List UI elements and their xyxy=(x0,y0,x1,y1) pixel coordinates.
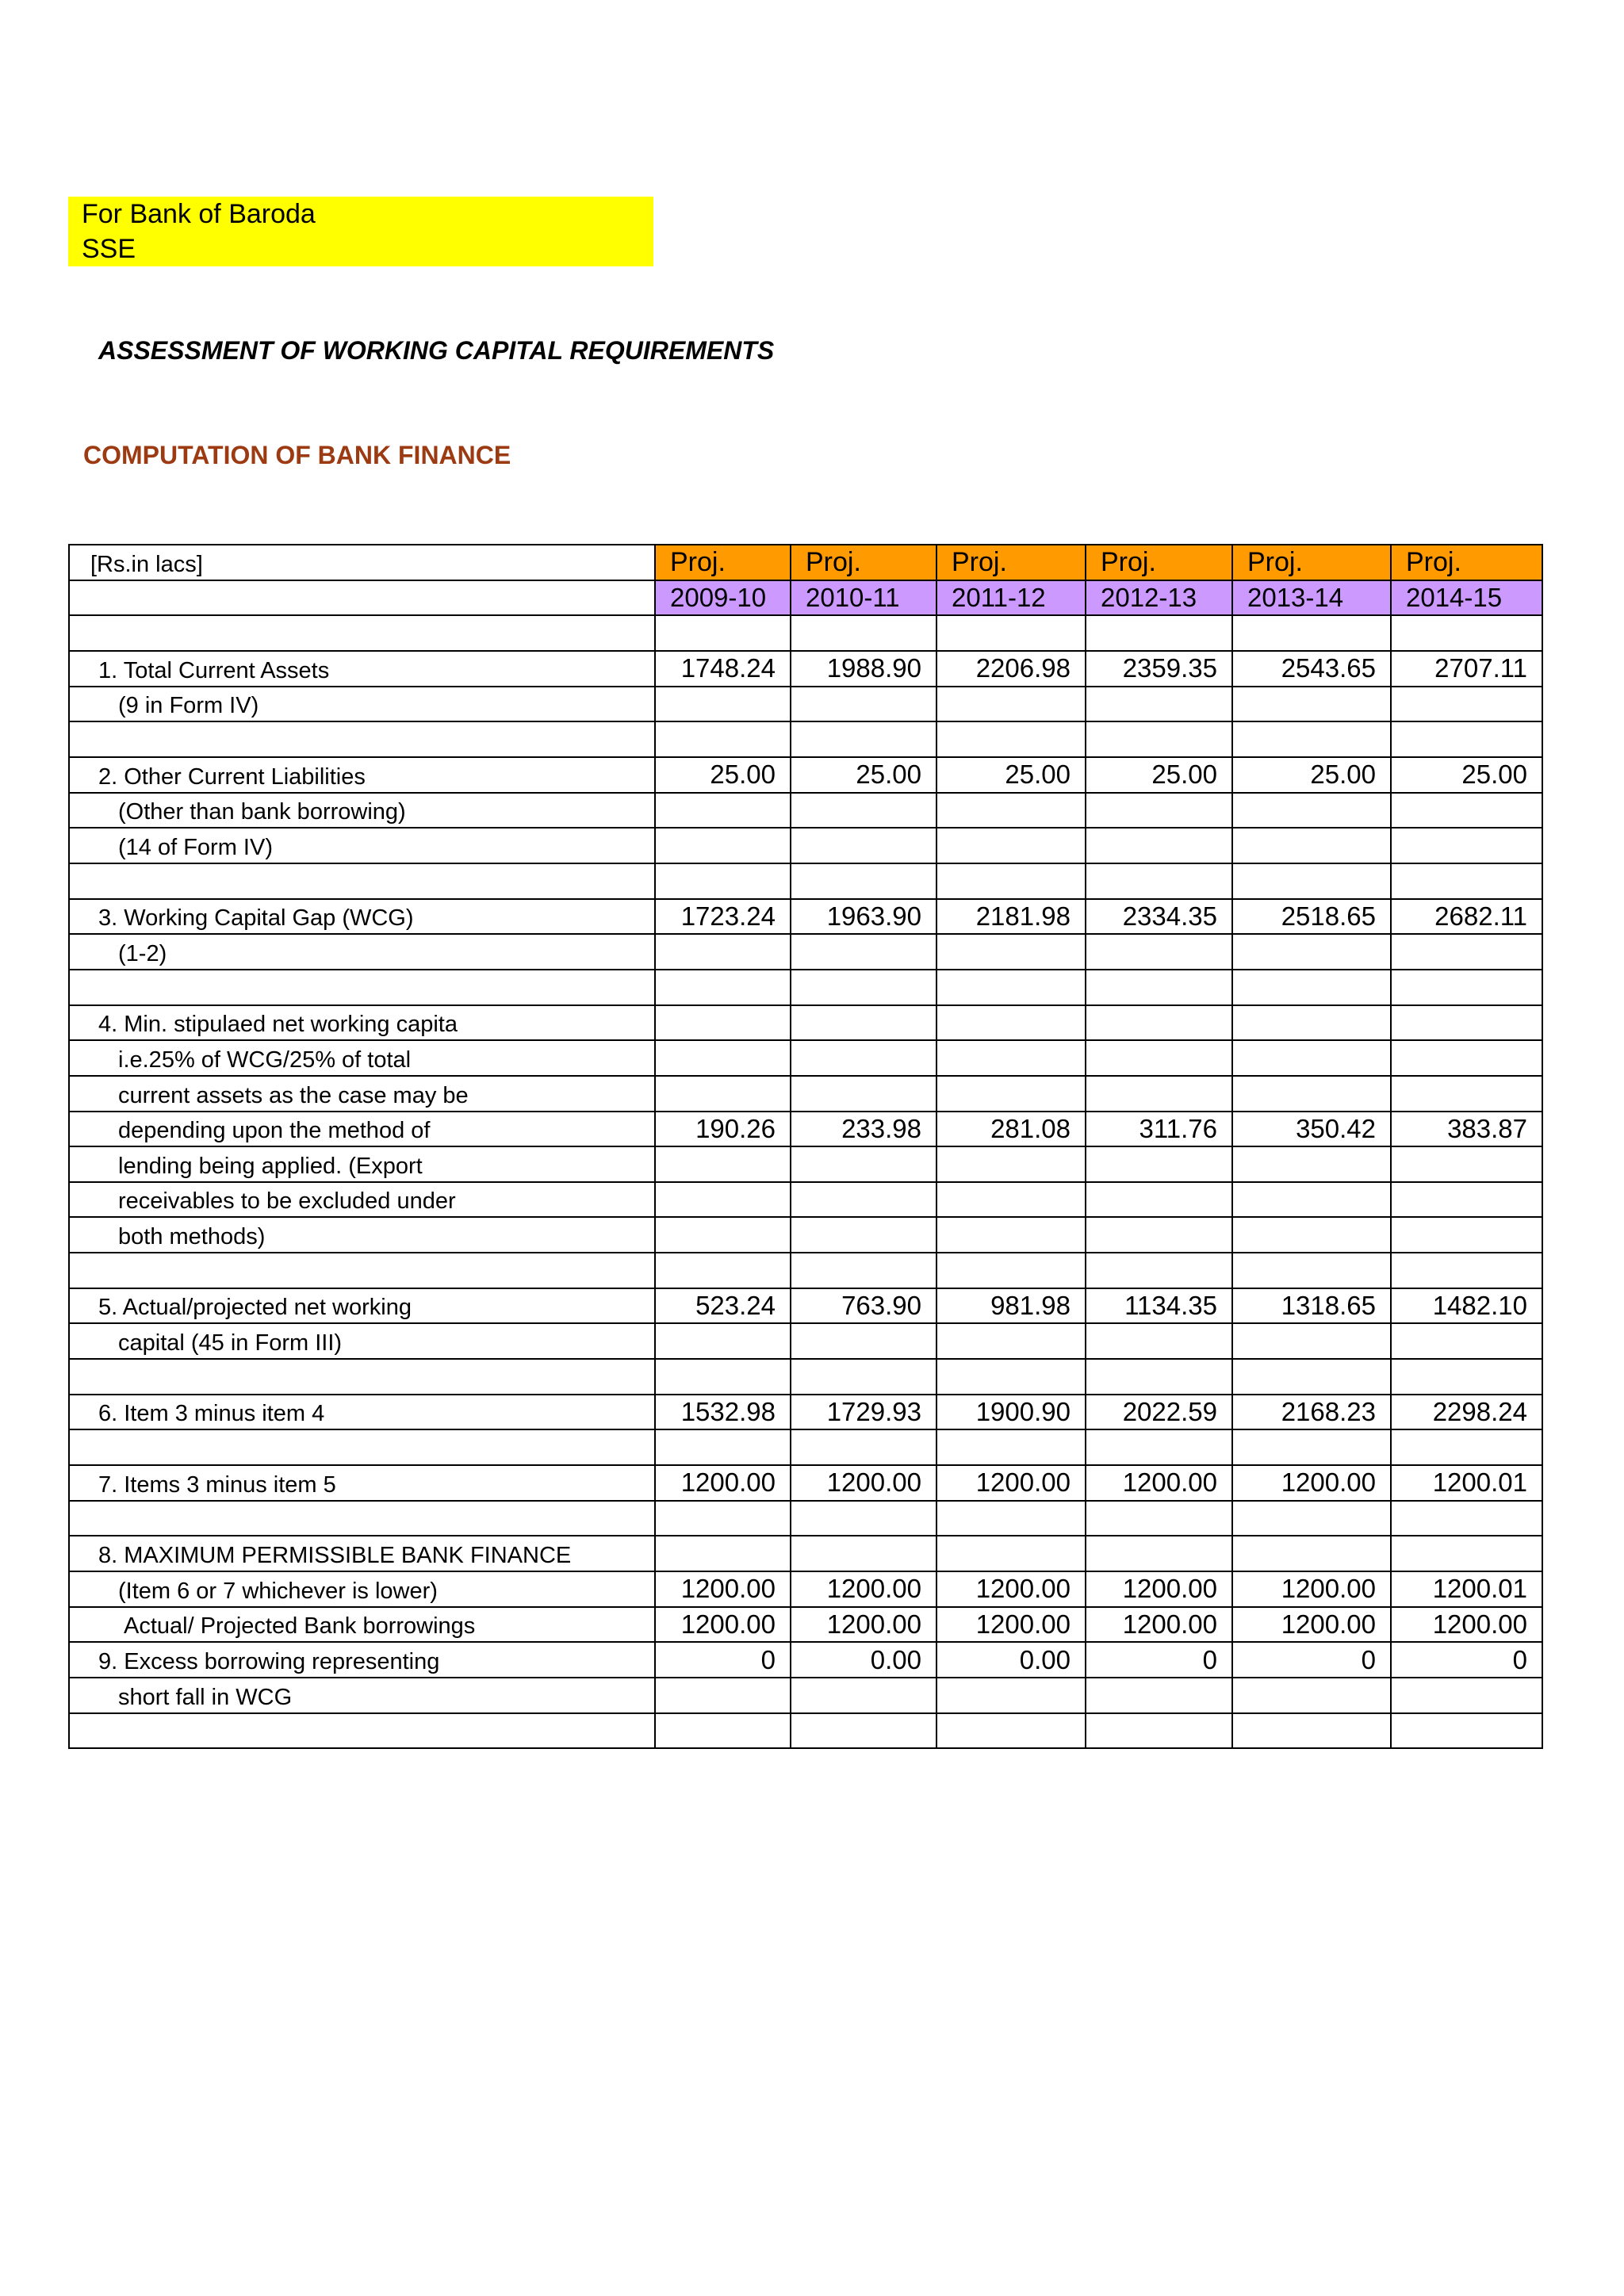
row-label: (9 in Form IV) xyxy=(69,687,655,722)
value-cell xyxy=(1232,1429,1391,1465)
row-label: (Item 6 or 7 whichever is lower) xyxy=(69,1571,655,1607)
value-cell: 1200.00 xyxy=(936,1465,1086,1501)
value-cell xyxy=(1086,1146,1232,1182)
value-cell xyxy=(936,1076,1086,1112)
value-cell: 1988.90 xyxy=(791,651,936,687)
value-cell xyxy=(655,1253,791,1288)
value-cell xyxy=(1086,615,1232,651)
value-cell xyxy=(1232,1253,1391,1288)
value-cell xyxy=(1232,1501,1391,1536)
value-cell: 25.00 xyxy=(1086,757,1232,793)
value-cell xyxy=(1086,1005,1232,1041)
value-cell xyxy=(791,1323,936,1359)
row-label: 3. Working Capital Gap (WCG) xyxy=(69,899,655,935)
value-cell xyxy=(1391,1253,1542,1288)
value-cell xyxy=(1391,1076,1542,1112)
proj-label: Proj. xyxy=(1086,545,1232,580)
value-cell: 1900.90 xyxy=(936,1395,1086,1430)
value-cell: 1200.00 xyxy=(1391,1607,1542,1643)
row-label xyxy=(69,1501,655,1536)
proj-label: Proj. xyxy=(1391,545,1542,580)
value-cell xyxy=(1391,615,1542,651)
table-row xyxy=(69,828,1542,863)
row-label xyxy=(69,1713,655,1749)
value-cell xyxy=(1391,1359,1542,1395)
row-label xyxy=(69,615,655,651)
bank-name: For Bank of Baroda xyxy=(82,199,316,229)
table-row xyxy=(69,1359,1542,1395)
row-label: Actual/ Projected Bank borrowings xyxy=(69,1607,655,1643)
value-cell xyxy=(791,1713,936,1749)
value-cell xyxy=(1086,1536,1232,1571)
row-label: (1-2) xyxy=(69,934,655,970)
value-cell xyxy=(1391,1182,1542,1218)
value-cell xyxy=(655,1678,791,1713)
value-cell: 383.87 xyxy=(1391,1112,1542,1147)
value-cell xyxy=(655,1536,791,1571)
value-cell xyxy=(936,828,1086,863)
value-cell xyxy=(1232,1536,1391,1571)
value-cell: 1200.00 xyxy=(1232,1465,1391,1501)
value-cell xyxy=(936,863,1086,899)
year-label: 2014-15 xyxy=(1391,580,1542,616)
value-cell xyxy=(936,615,1086,651)
value-cell xyxy=(1086,1429,1232,1465)
value-cell: 1482.10 xyxy=(1391,1288,1542,1324)
value-cell xyxy=(655,721,791,757)
value-cell xyxy=(1086,1182,1232,1218)
value-cell: 25.00 xyxy=(936,757,1086,793)
value-cell: 1723.24 xyxy=(655,899,791,935)
value-cell xyxy=(1086,970,1232,1005)
value-cell: 981.98 xyxy=(936,1288,1086,1324)
value-cell: 2298.24 xyxy=(1391,1395,1542,1430)
row-label xyxy=(69,1359,655,1395)
value-cell xyxy=(936,1040,1086,1076)
table-row xyxy=(69,1395,1542,1430)
value-cell: 281.08 xyxy=(936,1112,1086,1147)
value-cell xyxy=(1391,1713,1542,1749)
value-cell: 2022.59 xyxy=(1086,1395,1232,1430)
value-cell: 2518.65 xyxy=(1232,899,1391,935)
value-cell xyxy=(1391,1146,1542,1182)
value-cell xyxy=(655,1501,791,1536)
value-cell: 1318.65 xyxy=(1232,1288,1391,1324)
bank-finance-table xyxy=(68,544,1543,1749)
value-cell xyxy=(936,721,1086,757)
value-cell xyxy=(791,1040,936,1076)
value-cell xyxy=(791,1076,936,1112)
row-label xyxy=(69,721,655,757)
value-cell xyxy=(1391,1217,1542,1253)
value-cell xyxy=(1232,1076,1391,1112)
value-cell xyxy=(655,970,791,1005)
value-cell xyxy=(936,1005,1086,1041)
row-label: i.e.25% of WCG/25% of total xyxy=(69,1040,655,1076)
value-cell xyxy=(791,934,936,970)
year-label: 2009-10 xyxy=(655,580,791,616)
row-label: capital (45 in Form III) xyxy=(69,1323,655,1359)
value-cell: 1200.00 xyxy=(655,1465,791,1501)
value-cell: 1200.01 xyxy=(1391,1571,1542,1607)
value-cell xyxy=(936,1678,1086,1713)
unit-label: [Rs.in lacs] xyxy=(69,545,655,580)
value-cell: 1532.98 xyxy=(655,1395,791,1430)
row-label xyxy=(69,863,655,899)
value-cell: 1200.00 xyxy=(655,1607,791,1643)
value-cell xyxy=(1086,1076,1232,1112)
value-cell xyxy=(655,863,791,899)
proj-label: Proj. xyxy=(791,545,936,580)
value-cell: 0.00 xyxy=(936,1642,1086,1678)
value-cell xyxy=(791,1182,936,1218)
value-cell xyxy=(655,828,791,863)
row-label xyxy=(69,970,655,1005)
value-cell xyxy=(1086,1359,1232,1395)
value-cell xyxy=(791,687,936,722)
row-label xyxy=(69,1429,655,1465)
value-cell: 1200.00 xyxy=(791,1571,936,1607)
value-cell xyxy=(655,1146,791,1182)
value-cell xyxy=(1391,970,1542,1005)
value-cell: 1200.00 xyxy=(1232,1607,1391,1643)
value-cell: 190.26 xyxy=(655,1112,791,1147)
value-cell xyxy=(1086,687,1232,722)
value-cell xyxy=(1391,828,1542,863)
value-cell xyxy=(1232,615,1391,651)
value-cell xyxy=(1391,793,1542,828)
value-cell: 0 xyxy=(1232,1642,1391,1678)
table-row xyxy=(69,1182,1542,1218)
value-cell: 25.00 xyxy=(1391,757,1542,793)
proj-label: Proj. xyxy=(1232,545,1391,580)
value-cell: 0 xyxy=(1391,1642,1542,1678)
value-cell xyxy=(1391,1323,1542,1359)
value-cell: 1200.00 xyxy=(936,1607,1086,1643)
row-label: lending being applied. (Export xyxy=(69,1146,655,1182)
row-label: 4. Min. stipulaed net working capita xyxy=(69,1005,655,1041)
value-cell xyxy=(1391,1678,1542,1713)
value-cell xyxy=(1232,721,1391,757)
row-label: (Other than bank borrowing) xyxy=(69,793,655,828)
row-label: 6. Item 3 minus item 4 xyxy=(69,1395,655,1430)
year-label: 2010-11 xyxy=(791,580,936,616)
value-cell xyxy=(655,1182,791,1218)
value-cell xyxy=(791,1253,936,1288)
table-row xyxy=(69,1323,1542,1359)
value-cell xyxy=(1391,1005,1542,1041)
value-cell: 0 xyxy=(1086,1642,1232,1678)
value-cell: 1200.01 xyxy=(1391,1465,1542,1501)
value-cell xyxy=(936,934,1086,970)
value-cell xyxy=(655,793,791,828)
row-label xyxy=(69,1253,655,1288)
section-subtitle: COMPUTATION OF BANK FINANCE xyxy=(83,441,511,469)
row-label: (14 of Form IV) xyxy=(69,828,655,863)
value-cell xyxy=(791,615,936,651)
value-cell xyxy=(655,1217,791,1253)
value-cell xyxy=(655,615,791,651)
table-row xyxy=(69,1501,1542,1536)
value-cell xyxy=(791,1429,936,1465)
value-cell xyxy=(791,1146,936,1182)
table-row xyxy=(69,1076,1542,1112)
value-cell xyxy=(1232,793,1391,828)
value-cell xyxy=(936,1536,1086,1571)
row-label: 2. Other Current Liabilities xyxy=(69,757,655,793)
table-row xyxy=(69,1112,1542,1147)
bank-branch: SSE xyxy=(82,234,136,264)
table-row xyxy=(69,899,1542,935)
value-cell: 25.00 xyxy=(1232,757,1391,793)
header-row-years xyxy=(69,580,1542,616)
value-cell: 2682.11 xyxy=(1391,899,1542,935)
value-cell xyxy=(791,1501,936,1536)
value-cell xyxy=(655,1323,791,1359)
value-cell xyxy=(655,1005,791,1041)
table-row xyxy=(69,1146,1542,1182)
value-cell: 2543.65 xyxy=(1232,651,1391,687)
table-row xyxy=(69,970,1542,1005)
value-cell: 1748.24 xyxy=(655,651,791,687)
value-cell: 1729.93 xyxy=(791,1395,936,1430)
value-cell xyxy=(1086,793,1232,828)
value-cell xyxy=(655,1429,791,1465)
year-label: 2013-14 xyxy=(1232,580,1391,616)
value-cell xyxy=(1391,687,1542,722)
value-cell xyxy=(1086,828,1232,863)
row-label: short fall in WCG xyxy=(69,1678,655,1713)
table-row xyxy=(69,1642,1542,1678)
value-cell: 1200.00 xyxy=(1086,1465,1232,1501)
value-cell xyxy=(936,970,1086,1005)
value-cell xyxy=(791,1536,936,1571)
value-cell xyxy=(655,1713,791,1749)
value-cell xyxy=(655,934,791,970)
table-row xyxy=(69,1607,1542,1643)
value-cell xyxy=(791,1678,936,1713)
table-row xyxy=(69,1253,1542,1288)
value-cell: 2181.98 xyxy=(936,899,1086,935)
value-cell xyxy=(936,1323,1086,1359)
value-cell xyxy=(1086,934,1232,970)
value-cell xyxy=(1391,721,1542,757)
value-cell xyxy=(936,1146,1086,1182)
value-cell xyxy=(1232,1678,1391,1713)
row-label: 8. MAXIMUM PERMISSIBLE BANK FINANCE xyxy=(69,1536,655,1571)
value-cell xyxy=(655,687,791,722)
value-cell: 2168.23 xyxy=(1232,1395,1391,1430)
value-cell: 1200.00 xyxy=(655,1571,791,1607)
row-label: current assets as the case may be xyxy=(69,1076,655,1112)
value-cell xyxy=(1086,721,1232,757)
table-row xyxy=(69,1465,1542,1501)
table-row xyxy=(69,615,1542,651)
table-row xyxy=(69,934,1542,970)
table-row xyxy=(69,863,1542,899)
value-cell xyxy=(1391,934,1542,970)
value-cell xyxy=(1086,1217,1232,1253)
row-label: receivables to be excluded under xyxy=(69,1182,655,1218)
value-cell: 1963.90 xyxy=(791,899,936,935)
value-cell: 2707.11 xyxy=(1391,651,1542,687)
table-row xyxy=(69,1217,1542,1253)
value-cell xyxy=(1086,863,1232,899)
value-cell xyxy=(791,721,936,757)
row-label: depending upon the method of xyxy=(69,1112,655,1147)
value-cell: 311.76 xyxy=(1086,1112,1232,1147)
value-cell xyxy=(1232,1146,1391,1182)
value-cell xyxy=(1086,1040,1232,1076)
value-cell: 523.24 xyxy=(655,1288,791,1324)
empty-cell xyxy=(69,580,655,616)
year-label: 2011-12 xyxy=(936,580,1086,616)
value-cell xyxy=(1086,1253,1232,1288)
value-cell xyxy=(791,1217,936,1253)
table-row xyxy=(69,793,1542,828)
value-cell xyxy=(1391,1501,1542,1536)
value-cell: 0 xyxy=(655,1642,791,1678)
table-row xyxy=(69,1040,1542,1076)
value-cell xyxy=(936,1359,1086,1395)
table-row xyxy=(69,1713,1542,1749)
value-cell xyxy=(791,1359,936,1395)
header-row-proj xyxy=(69,545,1542,580)
value-cell xyxy=(1232,1713,1391,1749)
value-cell xyxy=(1232,828,1391,863)
table-row xyxy=(69,1005,1542,1041)
value-cell: 1134.35 xyxy=(1086,1288,1232,1324)
value-cell xyxy=(1391,1536,1542,1571)
row-label: 9. Excess borrowing representing xyxy=(69,1642,655,1678)
value-cell: 2334.35 xyxy=(1086,899,1232,935)
value-cell xyxy=(1232,970,1391,1005)
table-row xyxy=(69,757,1542,793)
proj-label: Proj. xyxy=(655,545,791,580)
value-cell xyxy=(1086,1713,1232,1749)
table-row xyxy=(69,651,1542,687)
row-label: 7. Items 3 minus item 5 xyxy=(69,1465,655,1501)
value-cell: 0.00 xyxy=(791,1642,936,1678)
table-row xyxy=(69,1571,1542,1607)
value-cell xyxy=(936,793,1086,828)
value-cell xyxy=(936,1217,1086,1253)
value-cell xyxy=(1232,1182,1391,1218)
value-cell xyxy=(791,1005,936,1041)
year-label: 2012-13 xyxy=(1086,580,1232,616)
value-cell: 350.42 xyxy=(1232,1112,1391,1147)
table-row xyxy=(69,1429,1542,1465)
value-cell: 1200.00 xyxy=(936,1571,1086,1607)
value-cell xyxy=(791,793,936,828)
value-cell: 1200.00 xyxy=(791,1607,936,1643)
value-cell: 763.90 xyxy=(791,1288,936,1324)
value-cell: 1200.00 xyxy=(1232,1571,1391,1607)
value-cell: 1200.00 xyxy=(1086,1607,1232,1643)
table-row xyxy=(69,1536,1542,1571)
value-cell xyxy=(936,1501,1086,1536)
value-cell: 2206.98 xyxy=(936,651,1086,687)
document-title: ASSESSMENT OF WORKING CAPITAL REQUIREMENTS xyxy=(98,336,775,365)
value-cell xyxy=(655,1359,791,1395)
value-cell xyxy=(1086,1323,1232,1359)
value-cell: 233.98 xyxy=(791,1112,936,1147)
value-cell xyxy=(1232,1005,1391,1041)
value-cell xyxy=(936,687,1086,722)
value-cell xyxy=(1086,1501,1232,1536)
value-cell: 25.00 xyxy=(655,757,791,793)
row-label: both methods) xyxy=(69,1217,655,1253)
value-cell: 1200.00 xyxy=(1086,1571,1232,1607)
value-cell xyxy=(655,1040,791,1076)
row-label: 1. Total Current Assets xyxy=(69,651,655,687)
value-cell: 25.00 xyxy=(791,757,936,793)
value-cell xyxy=(1391,1040,1542,1076)
bank-header-box xyxy=(68,197,653,266)
value-cell xyxy=(936,1713,1086,1749)
value-cell xyxy=(1232,687,1391,722)
value-cell xyxy=(1391,863,1542,899)
table-row xyxy=(69,1288,1542,1324)
value-cell xyxy=(1232,1040,1391,1076)
value-cell xyxy=(791,970,936,1005)
value-cell xyxy=(1391,1429,1542,1465)
value-cell xyxy=(936,1182,1086,1218)
value-cell xyxy=(936,1429,1086,1465)
value-cell xyxy=(1232,1359,1391,1395)
value-cell xyxy=(791,863,936,899)
value-cell: 2359.35 xyxy=(1086,651,1232,687)
row-label: 5. Actual/projected net working xyxy=(69,1288,655,1324)
value-cell xyxy=(1232,934,1391,970)
value-cell xyxy=(1232,1323,1391,1359)
table-row xyxy=(69,1678,1542,1713)
value-cell xyxy=(791,828,936,863)
value-cell xyxy=(1086,1678,1232,1713)
table-row xyxy=(69,687,1542,722)
value-cell xyxy=(936,1253,1086,1288)
value-cell xyxy=(1232,1217,1391,1253)
value-cell xyxy=(1232,863,1391,899)
value-cell: 1200.00 xyxy=(791,1465,936,1501)
proj-label: Proj. xyxy=(936,545,1086,580)
value-cell xyxy=(655,1076,791,1112)
table-row xyxy=(69,721,1542,757)
